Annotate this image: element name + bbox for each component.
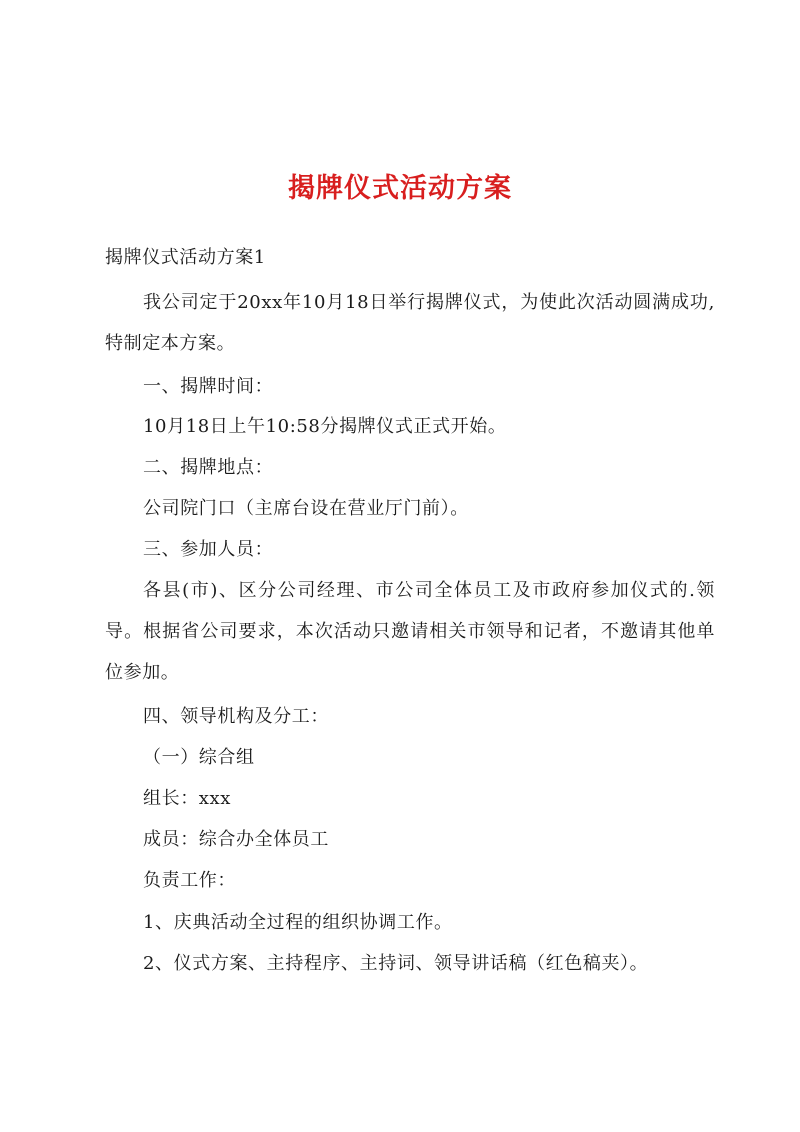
duty-item-2: 2、仪式方案、主持程序、主持词、领导讲话稿（红色稿夹）。 (143, 953, 649, 974)
section-3-heading: 三、参加人员： (143, 539, 274, 560)
group-1-leader: 组长：xxx (143, 788, 232, 809)
section-3-body: 各县(市)、区分公司经理、市公司全体员工及市政府参加仪式的.领导。根据省公司要求，本次活动只邀请相关市领导和记者，不邀请其他单位参加。 (105, 580, 715, 683)
group-1-duties-label: 负责工作： (143, 870, 236, 891)
section-2-heading: 二、揭牌地点： (143, 457, 274, 478)
group-1-name: （一）综合组 (143, 747, 255, 768)
document-title: 揭牌仪式活动方案 (288, 173, 512, 204)
section-1-body: 10月18日上午10:58分揭牌仪式正式开始。 (143, 416, 507, 437)
document-subtitle: 揭牌仪式活动方案1 (105, 247, 266, 268)
intro-paragraph: 我公司定于20xx年10月18日举行揭牌仪式，为使此次活动圆满成功,特制定本方案。 (105, 292, 715, 354)
section-1-heading: 一、揭牌时间： (143, 376, 274, 397)
group-1-members: 成员：综合办全体员工 (143, 829, 329, 850)
duty-item-1: 1、庆典活动全过程的组织协调工作。 (143, 912, 453, 933)
section-4-heading: 四、领导机构及分工： (143, 706, 329, 727)
section-2-body: 公司院门口（主席台设在营业厅门前）。 (143, 498, 469, 519)
